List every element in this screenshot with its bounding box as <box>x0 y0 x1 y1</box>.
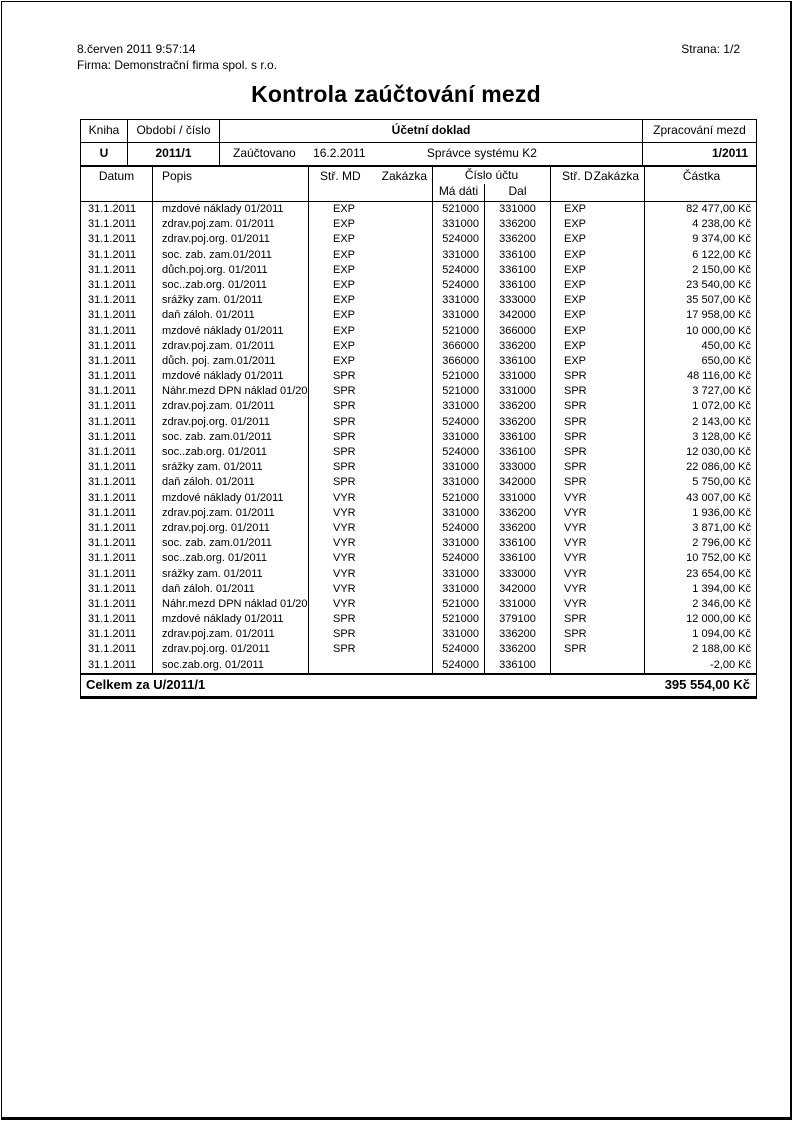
cell-datum: 31.1.2011 <box>81 536 153 551</box>
cell-str-d: SPR <box>551 445 645 460</box>
cell-str-d: VYR <box>551 491 645 506</box>
cell-dal: 336200 <box>485 521 551 536</box>
cell-str-md: SPR <box>309 369 433 384</box>
cell-dal: 336200 <box>485 627 551 642</box>
cell-ma-dati: 331000 <box>433 293 485 308</box>
table-row <box>81 324 756 339</box>
cell-dal: 342000 <box>485 582 551 597</box>
cell-datum: 31.1.2011 <box>81 369 153 384</box>
cell-str-md: EXP <box>309 308 433 323</box>
cell-datum: 31.1.2011 <box>81 475 153 490</box>
cell-castka: 17 958,00 Kč <box>686 309 751 322</box>
cell-ma-dati: 524000 <box>433 278 485 293</box>
table-row <box>81 475 756 490</box>
cell-popis: soc. zab. zam.01/2011 <box>153 430 309 445</box>
cell-datum: 31.1.2011 <box>81 263 153 278</box>
cell-str-md: SPR <box>309 445 433 460</box>
cell-str-d: VYR <box>551 582 645 597</box>
cell-str-d: EXP <box>551 232 645 247</box>
col-datum: Datum <box>81 167 153 201</box>
col-str-d-zakazka <box>551 167 645 201</box>
cell-str-md: EXP <box>309 217 433 232</box>
total-label: Celkem za U/2011/1 <box>86 676 206 692</box>
cell-ma-dati: 331000 <box>433 506 485 521</box>
spravce-name: Správce systému K2 <box>426 146 537 160</box>
kniha-value: U <box>81 143 128 165</box>
cell-popis: soc..zab.org. 01/2011 <box>153 445 309 460</box>
cell-castka: 4 238,00 Kč <box>692 218 751 231</box>
cell-popis: soc. zab. zam.01/2011 <box>153 536 309 551</box>
cell-str-d: EXP <box>551 324 645 339</box>
cell-dal: 331000 <box>485 384 551 399</box>
col-str-d: Stř. D <box>562 169 593 183</box>
cell-castka: 9 374,00 Kč <box>692 233 751 246</box>
cell-castka: 43 007,00 Kč <box>686 491 751 504</box>
cell-ma-dati: 521000 <box>433 202 485 217</box>
cell-ma-dati: 331000 <box>433 627 485 642</box>
cell-ma-dati: 331000 <box>433 460 485 475</box>
cell-datum: 31.1.2011 <box>81 202 153 217</box>
report-meta <box>77 41 740 73</box>
cell-ma-dati: 331000 <box>433 248 485 263</box>
cell-str-md: EXP <box>309 324 433 339</box>
cell-datum: 31.1.2011 <box>81 324 153 339</box>
cell-castka: 3 871,00 Kč <box>692 521 751 534</box>
total-value: 395 554,00 Kč <box>664 676 750 692</box>
cell-ma-dati: 331000 <box>433 536 485 551</box>
cell-ma-dati: 331000 <box>433 582 485 597</box>
cell-ma-dati: 331000 <box>433 399 485 414</box>
table-row <box>81 369 756 384</box>
cell-str-d: SPR <box>551 612 645 627</box>
cell-dal: 333000 <box>485 460 551 475</box>
cell-popis: mzdové náklady 01/2011 <box>153 612 309 627</box>
cell-popis: srážky zam. 01/2011 <box>153 460 309 475</box>
table-row <box>81 293 756 308</box>
cell-str-d: EXP <box>551 339 645 354</box>
col-ma-dati: Má dáti <box>433 184 485 201</box>
cell-popis: zdrav.poj.org. 01/2011 <box>153 415 309 430</box>
cell-popis: soc. zab. zam.01/2011 <box>153 248 309 263</box>
table-row <box>81 445 756 460</box>
cell-datum: 31.1.2011 <box>81 445 153 460</box>
cell-datum: 31.1.2011 <box>81 521 153 536</box>
doklad-info <box>220 143 643 165</box>
cell-datum: 31.1.2011 <box>81 308 153 323</box>
table-row <box>81 551 756 566</box>
table-row <box>81 248 756 263</box>
cell-str-md: EXP <box>309 354 433 369</box>
cell-datum: 31.1.2011 <box>81 642 153 657</box>
cell-popis: zdrav.poj.zam. 01/2011 <box>153 506 309 521</box>
cell-str-d: SPR <box>551 384 645 399</box>
cell-datum: 31.1.2011 <box>81 491 153 506</box>
cell-datum: 31.1.2011 <box>81 612 153 627</box>
cell-dal: 336100 <box>485 248 551 263</box>
cell-str-md: EXP <box>309 263 433 278</box>
cell-ma-dati: 524000 <box>433 658 485 673</box>
table-row <box>81 536 756 551</box>
cell-dal: 336200 <box>485 415 551 430</box>
cell-str-d: VYR <box>551 567 645 582</box>
zauctovano-date: 16.2.2011 <box>313 146 366 160</box>
cell-str-md: EXP <box>309 232 433 247</box>
page-number: Strana: 1/2 <box>681 42 740 56</box>
table-row <box>81 278 756 293</box>
cell-str-d: SPR <box>551 627 645 642</box>
cell-popis: soc..zab.org. 01/2011 <box>153 278 309 293</box>
cell-popis: důch.poj.org. 01/2011 <box>153 263 309 278</box>
cell-str-md: VYR <box>309 582 433 597</box>
cell-str-md: SPR <box>309 612 433 627</box>
cell-ma-dati: 521000 <box>433 612 485 627</box>
cell-ma-dati: 524000 <box>433 445 485 460</box>
obdobi-label: Období / číslo <box>128 120 220 142</box>
cell-str-md: EXP <box>309 293 433 308</box>
cell-str-md: EXP <box>309 278 433 293</box>
cell-str-d: VYR <box>551 521 645 536</box>
cell-str-d: EXP <box>551 202 645 217</box>
cell-str-md: VYR <box>309 506 433 521</box>
cell-datum: 31.1.2011 <box>81 278 153 293</box>
col-cislo-uctu-group <box>433 167 551 201</box>
table-row <box>81 339 756 354</box>
ucetni-doklad-label: Účetní doklad <box>220 120 643 142</box>
cell-popis: zdrav.poj.zam. 01/2011 <box>153 399 309 414</box>
cell-ma-dati: 524000 <box>433 415 485 430</box>
table-row <box>81 308 756 323</box>
cell-str-d: EXP <box>551 354 645 369</box>
cell-dal: 336200 <box>485 506 551 521</box>
cell-popis: mzdové náklady 01/2011 <box>153 369 309 384</box>
cell-datum: 31.1.2011 <box>81 430 153 445</box>
cell-castka: 2 796,00 Kč <box>692 537 751 550</box>
cell-ma-dati: 524000 <box>433 232 485 247</box>
cell-castka: -2,00 Kč <box>710 658 751 671</box>
cell-dal: 336200 <box>485 232 551 247</box>
cell-dal: 336100 <box>485 658 551 673</box>
cell-ma-dati: 521000 <box>433 491 485 506</box>
cell-popis: zdrav.poj.org. 01/2011 <box>153 232 309 247</box>
cell-str-d: SPR <box>551 642 645 657</box>
cell-datum: 31.1.2011 <box>81 384 153 399</box>
cell-str-md: VYR <box>309 597 433 612</box>
cell-popis: zdrav.poj.org. 01/2011 <box>153 521 309 536</box>
cell-str-md: SPR <box>309 430 433 445</box>
cell-datum: 31.1.2011 <box>81 293 153 308</box>
cell-ma-dati: 331000 <box>433 308 485 323</box>
cell-ma-dati: 524000 <box>433 521 485 536</box>
cell-castka: 5 750,00 Kč <box>692 476 751 489</box>
cell-dal: 336100 <box>485 430 551 445</box>
cell-str-md: SPR <box>309 460 433 475</box>
cell-castka: 450,00 Kč <box>701 339 751 352</box>
cell-str-d: SPR <box>551 369 645 384</box>
cell-castka: 2 188,00 Kč <box>692 643 751 656</box>
cell-ma-dati: 521000 <box>433 597 485 612</box>
cell-str-md: VYR <box>309 551 433 566</box>
cell-castka: 23 654,00 Kč <box>686 567 751 580</box>
cell-popis: daň záloh. 01/2011 <box>153 582 309 597</box>
doc-header-values-row <box>81 143 756 165</box>
col-zakazka-md: Zakázka <box>381 169 427 183</box>
cell-datum: 31.1.2011 <box>81 506 153 521</box>
cell-popis: zdrav.poj.zam. 01/2011 <box>153 627 309 642</box>
cell-dal: 331000 <box>485 369 551 384</box>
cell-str-d <box>551 658 645 673</box>
cell-ma-dati: 521000 <box>433 324 485 339</box>
cell-str-d: SPR <box>551 415 645 430</box>
table-row <box>81 658 756 673</box>
cell-popis: mzdové náklady 01/2011 <box>153 491 309 506</box>
cell-str-md: EXP <box>309 339 433 354</box>
cell-str-d: EXP <box>551 278 645 293</box>
cell-popis: zdrav.poj.zam. 01/2011 <box>153 339 309 354</box>
table-row <box>81 612 756 627</box>
cell-str-md: VYR <box>309 521 433 536</box>
cell-castka: 1 936,00 Kč <box>692 506 751 519</box>
cell-popis: srážky zam. 01/2011 <box>153 567 309 582</box>
doc-header-labels-row <box>81 120 756 143</box>
table-row <box>81 627 756 642</box>
cell-castka: 12 000,00 Kč <box>686 613 751 626</box>
cell-castka: 22 086,00 Kč <box>686 461 751 474</box>
cell-str-md: SPR <box>309 415 433 430</box>
cell-str-d: EXP <box>551 217 645 232</box>
cell-ma-dati: 331000 <box>433 217 485 232</box>
cell-castka: 10 000,00 Kč <box>686 324 751 337</box>
cell-dal: 336100 <box>485 551 551 566</box>
cell-str-md: VYR <box>309 567 433 582</box>
cell-dal: 336100 <box>485 536 551 551</box>
cell-datum: 31.1.2011 <box>81 232 153 247</box>
cell-ma-dati: 366000 <box>433 339 485 354</box>
table-row <box>81 567 756 582</box>
zpracovani-mezd-value: 1/2011 <box>711 146 748 160</box>
table-row <box>81 506 756 521</box>
cell-str-d: SPR <box>551 475 645 490</box>
table-row <box>81 491 756 506</box>
cell-str-d: SPR <box>551 399 645 414</box>
table-body <box>80 202 757 673</box>
cell-dal: 336100 <box>485 278 551 293</box>
cell-castka: 12 030,00 Kč <box>686 446 751 458</box>
cell-str-md: EXP <box>309 202 433 217</box>
table-row <box>81 399 756 414</box>
col-cislo-uctu: Číslo účtu <box>464 168 519 182</box>
cell-str-d: VYR <box>551 506 645 521</box>
cell-dal: 342000 <box>485 475 551 490</box>
table-row <box>81 582 756 597</box>
firm-name: Firma: Demonstrační firma spol. s r.o. <box>77 58 278 72</box>
cell-datum: 31.1.2011 <box>81 217 153 232</box>
cell-castka: 23 540,00 Kč <box>686 278 751 291</box>
total-row <box>80 673 757 699</box>
cell-datum: 31.1.2011 <box>81 460 153 475</box>
cell-dal: 336200 <box>485 399 551 414</box>
table-row <box>81 597 756 612</box>
cell-datum: 31.1.2011 <box>81 399 153 414</box>
cell-dal: 336100 <box>485 263 551 278</box>
zauctovano-label: Zaúčtovano <box>233 146 296 160</box>
table-row <box>81 430 756 445</box>
cell-castka: 35 507,00 Kč <box>686 294 751 307</box>
print-datetime: 8.červen 2011 9:57:14 <box>77 42 196 56</box>
col-castka: Částka <box>682 169 721 183</box>
cell-str-md: SPR <box>309 399 433 414</box>
cell-str-d: EXP <box>551 248 645 263</box>
cell-str-md: SPR <box>309 642 433 657</box>
cell-popis: srážky zam. 01/2011 <box>153 293 309 308</box>
cell-popis: Náhr.mezd DPN náklad 01/20 <box>153 384 309 399</box>
cell-ma-dati: 366000 <box>433 354 485 369</box>
cell-castka: 2 143,00 Kč <box>692 415 751 428</box>
cell-popis: důch. poj. zam.01/2011 <box>153 354 309 369</box>
table-row <box>81 521 756 536</box>
kniha-label: Kniha <box>81 120 128 142</box>
cell-castka: 82 477,00 Kč <box>686 203 751 215</box>
cell-datum: 31.1.2011 <box>81 582 153 597</box>
table-row <box>81 415 756 430</box>
cell-str-d: SPR <box>551 430 645 445</box>
cell-dal: 331000 <box>485 597 551 612</box>
cell-popis: mzdové náklady 01/2011 <box>153 202 309 217</box>
col-dal: Dal <box>508 184 527 198</box>
cell-dal: 379100 <box>485 612 551 627</box>
cell-ma-dati: 524000 <box>433 642 485 657</box>
cell-str-d: VYR <box>551 536 645 551</box>
cell-dal: 336100 <box>485 354 551 369</box>
cell-dal: 366000 <box>485 324 551 339</box>
cell-str-d: VYR <box>551 597 645 612</box>
cell-dal: 331000 <box>485 491 551 506</box>
table-row <box>81 263 756 278</box>
cell-popis: soc.zab.org. 01/2011 <box>153 658 309 673</box>
report-title: Kontrola zaúčtování mezd <box>251 81 541 107</box>
cell-popis: mzdové náklady 01/2011 <box>153 324 309 339</box>
cell-str-md: SPR <box>309 384 433 399</box>
cell-str-md: VYR <box>309 491 433 506</box>
cell-dal: 333000 <box>485 293 551 308</box>
cell-str-md: VYR <box>309 536 433 551</box>
cell-datum: 31.1.2011 <box>81 354 153 369</box>
cell-castka: 48 116,00 Kč <box>686 370 751 383</box>
table-row <box>81 642 756 657</box>
table-row <box>81 217 756 232</box>
table-row <box>81 202 756 217</box>
obdobi-value: 2011/1 <box>128 143 220 165</box>
doc-header-box <box>80 119 757 167</box>
cell-ma-dati: 331000 <box>433 475 485 490</box>
column-header-row <box>80 167 757 202</box>
cell-castka: 2 150,00 Kč <box>692 263 751 276</box>
cell-ma-dati: 331000 <box>433 567 485 582</box>
cell-ma-dati: 521000 <box>433 384 485 399</box>
cell-popis: daň záloh. 01/2011 <box>153 475 309 490</box>
cell-str-md <box>309 658 433 673</box>
cell-castka: 3 727,00 Kč <box>692 385 751 398</box>
report-table <box>80 119 757 699</box>
cell-castka: 6 122,00 Kč <box>692 248 751 261</box>
cell-dal: 333000 <box>485 567 551 582</box>
cell-castka: 10 752,00 Kč <box>686 552 751 565</box>
cell-str-d: EXP <box>551 308 645 323</box>
cell-castka: 1 072,00 Kč <box>692 400 751 413</box>
cell-str-d: VYR <box>551 551 645 566</box>
cell-dal: 336200 <box>485 642 551 657</box>
cell-popis: soc..zab.org. 01/2011 <box>153 551 309 566</box>
cell-dal: 336200 <box>485 217 551 232</box>
cell-str-d: SPR <box>551 460 645 475</box>
table-row <box>81 232 756 247</box>
cell-str-md: EXP <box>309 248 433 263</box>
cell-castka: 2 346,00 Kč <box>692 597 751 610</box>
cell-datum: 31.1.2011 <box>81 658 153 673</box>
cell-popis: Náhr.mezd DPN náklad 01/20 <box>153 597 309 612</box>
cell-datum: 31.1.2011 <box>81 248 153 263</box>
report-page <box>1 1 792 1120</box>
col-zakazka-d: Zakázka <box>593 169 639 183</box>
cell-castka: 650,00 Kč <box>701 354 751 367</box>
cell-datum: 31.1.2011 <box>81 597 153 612</box>
col-str-md: Stř. MD <box>320 169 361 183</box>
cell-dal: 342000 <box>485 308 551 323</box>
table-row <box>81 354 756 369</box>
cell-datum: 31.1.2011 <box>81 339 153 354</box>
cell-str-md: SPR <box>309 627 433 642</box>
cell-ma-dati: 331000 <box>433 430 485 445</box>
col-popis: Popis <box>153 167 309 201</box>
cell-datum: 31.1.2011 <box>81 567 153 582</box>
cell-str-d: EXP <box>551 263 645 278</box>
cell-popis: daň záloh. 01/2011 <box>153 308 309 323</box>
table-row <box>81 460 756 475</box>
cell-popis: zdrav.poj.zam. 01/2011 <box>153 217 309 232</box>
cell-datum: 31.1.2011 <box>81 627 153 642</box>
col-str-md-zakazka <box>309 167 433 201</box>
cell-datum: 31.1.2011 <box>81 551 153 566</box>
table-row <box>81 384 756 399</box>
zpracovani-mezd-label: Zpracování mezd <box>653 123 746 137</box>
cell-dal: 331000 <box>485 202 551 217</box>
cell-ma-dati: 524000 <box>433 263 485 278</box>
cell-castka: 1 094,00 Kč <box>692 628 751 641</box>
cell-datum: 31.1.2011 <box>81 415 153 430</box>
cell-dal: 336200 <box>485 339 551 354</box>
cell-castka: 3 128,00 Kč <box>692 430 751 443</box>
cell-castka: 1 394,00 Kč <box>692 582 751 595</box>
cell-ma-dati: 524000 <box>433 551 485 566</box>
cell-dal: 336100 <box>485 445 551 460</box>
cell-popis: zdrav.poj.org. 01/2011 <box>153 642 309 657</box>
cell-str-d: EXP <box>551 293 645 308</box>
cell-str-md: SPR <box>309 475 433 490</box>
cell-ma-dati: 521000 <box>433 369 485 384</box>
